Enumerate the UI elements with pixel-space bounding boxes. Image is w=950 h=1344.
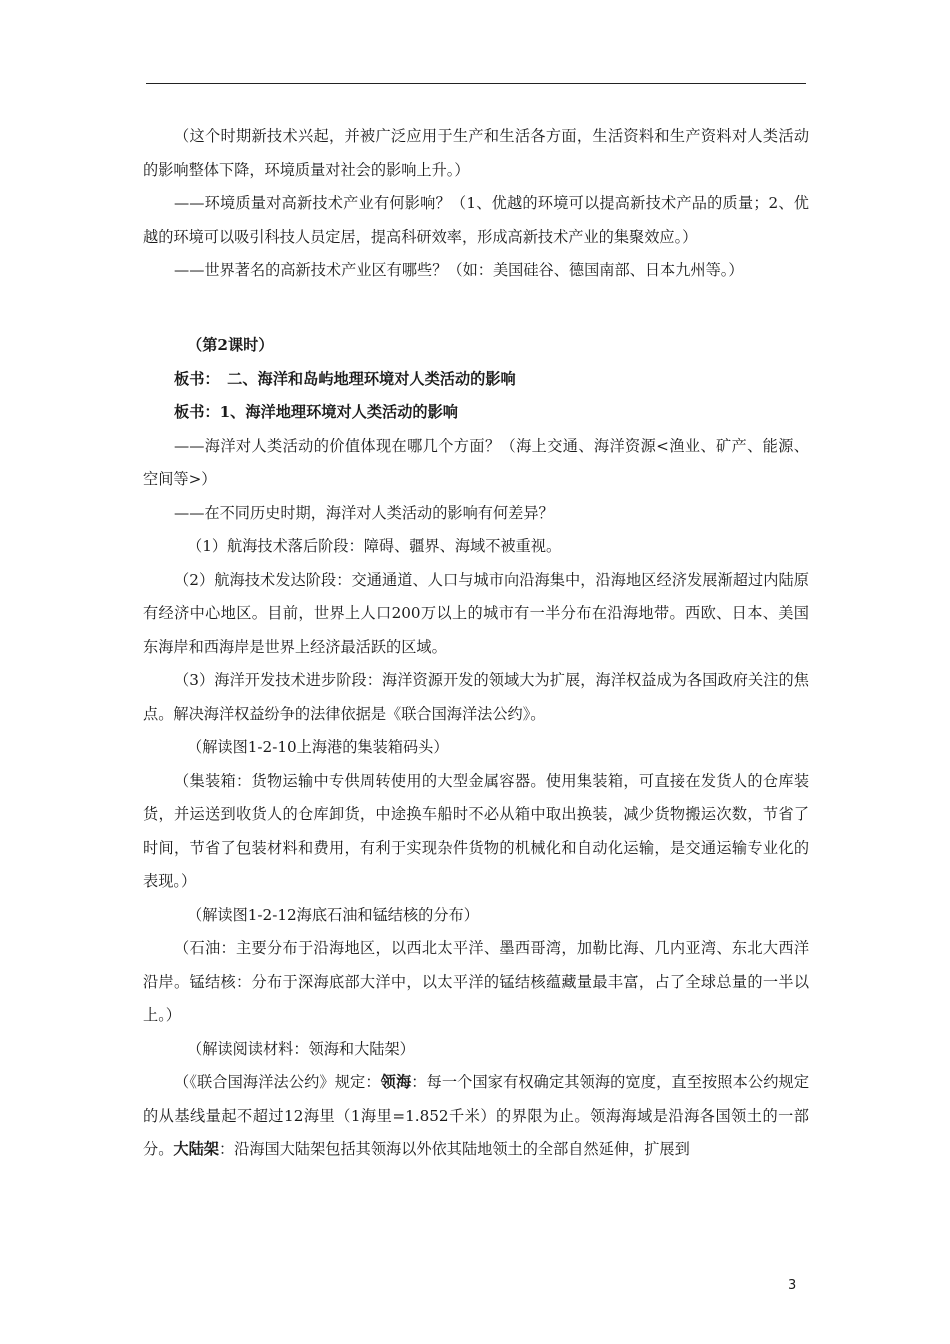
text-block-lesson bbox=[143, 329, 809, 1167]
term-continental-shelf: 大陆架 bbox=[173, 1140, 219, 1158]
paragraph: （集装箱：货物运输中专供周转使用的大型金属容器。使用集装箱，可直接在发货人的仓库装货，并运送到收货人的仓库卸货，中途换车船时不必从箱中取出换装，减少货物搬运次数，节省了时间，节省了包装材料和费用，有利于实现杂件货物的机械化和自动化运输，是交通运输专业化的表现。） bbox=[143, 771, 809, 890]
paragraph: （1）航海技术落后阶段：障碍、疆界、海域不被重视。 bbox=[187, 537, 562, 555]
paragraph: ——环境质量对高新技术产业有何影响？（1、优越的环境可以提高新技术产品的质量；2、优越的环境可以吸引科技人员定居，提高科研效率，形成高新技术产业的集聚效应。） bbox=[143, 194, 809, 246]
board-heading: 板书：1、海洋地理环境对人类活动的影响 bbox=[174, 403, 458, 421]
term-territorial-sea: 领海 bbox=[380, 1073, 412, 1091]
paragraph bbox=[143, 1066, 809, 1167]
paragraph: （石油：主要分布于沿海地区，以西北太平洋、墨西哥湾，加勒比海、几内亚湾、东北大西洋沿岸。锰结核：分布于深海底部大洋中，以太平洋的锰结核蕴藏量最丰富，占了全球总量的一半以上。） bbox=[143, 939, 809, 1024]
paragraph: （解读图1-2-10上海港的集装箱码头） bbox=[187, 738, 449, 756]
page-number: 3 bbox=[788, 1278, 797, 1293]
paragraph: （3）海洋开发技术进步阶段：海洋资源开发的领域大为扩展，海洋权益成为各国政府关注的焦点。解决海洋权益纷争的法律依据是《联合国海洋法公约》。 bbox=[143, 671, 809, 723]
paragraph: ——世界著名的高新技术产业区有哪些？（如：美国硅谷、德国南部、日本九州等。） bbox=[174, 261, 744, 279]
paragraph: ——在不同历史时期，海洋对人类活动的影响有何差异？ bbox=[174, 503, 554, 522]
lesson-title: （第2课时） bbox=[187, 336, 274, 354]
text-run: ：沿海国大陆架包括其领海以外依其陆地领土的全部自然延伸，扩展到 bbox=[218, 1140, 690, 1158]
header-rule bbox=[146, 83, 806, 84]
board-heading: 板书： 二、海洋和岛屿地理环境对人类活动的影响 bbox=[174, 369, 516, 388]
text-run: ：每一个国家有权确定其领海的宽度，直至按照本公约规定的从基线量起不超过12海里（1海里=1.852千米）的界限为止。领海海域是沿海各国领土的一部分。 bbox=[143, 1073, 810, 1158]
paragraph: （解读阅读材料：领海和大陆架） bbox=[187, 1039, 415, 1058]
paragraph: （2）航海技术发达阶段：交通通道、人口与城市向沿海集中，沿海地区经济发展渐超过内陆原有经济中心地区。目前，世界上人口200万以上的城市有一半分布在沿海地带。西欧、日本、美国东海岸和西海岸是世界上经济最活跃的区域。 bbox=[143, 570, 809, 656]
paragraph: ——海洋对人类活动的价值体现在哪几个方面？（海上交通、海洋资源<渔业、矿产、能源、空间等>） bbox=[143, 436, 809, 488]
text-run: （《联合国海洋法公约》规定： bbox=[174, 1073, 381, 1091]
text-block-top bbox=[143, 120, 809, 288]
paragraph: （解读图1-2-12海底石油和锰结核的分布） bbox=[187, 905, 479, 924]
paragraph: （这个时期新技术兴起，并被广泛应用于生产和生活各方面，生活资料和生产资料对人类活动的影响整体下降，环境质量对社会的影响上升。） bbox=[143, 127, 809, 179]
